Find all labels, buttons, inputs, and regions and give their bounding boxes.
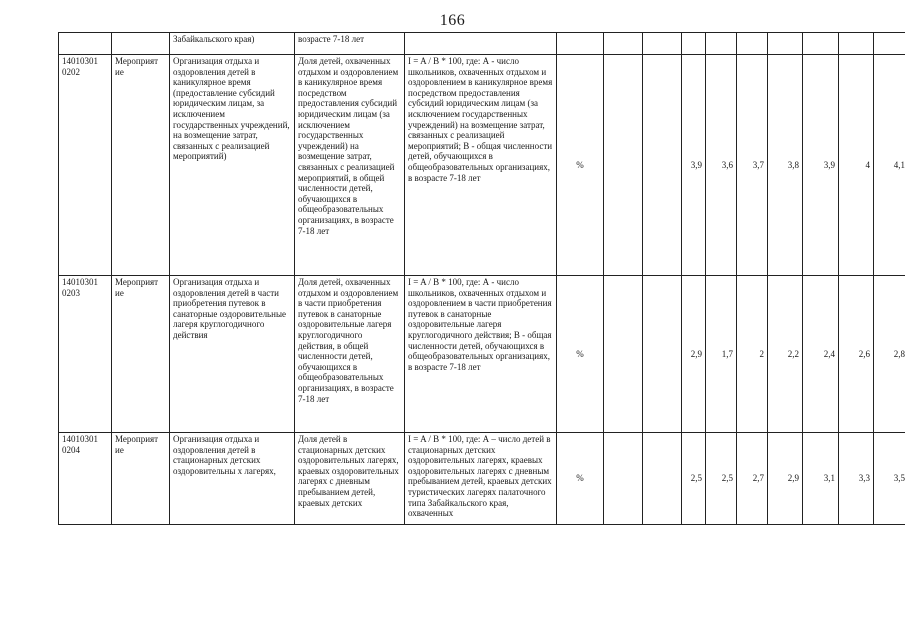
indicator-cell: Доля детей, охваченных отдыхом и оздоровлением в каникулярное время посредством предоставления субсидий юридическим лицам (за исключением государственных учреждений) на возмещение затрат, связанных с реализацией мероприятий, в общей численности детей, обучающихся в общеобразовательных организациях, в возрасте 7-18 лет	[295, 55, 405, 276]
type-cell: Мероприят ие	[112, 55, 170, 276]
indicators-table	[58, 32, 905, 525]
type-cell: Мероприят ие	[112, 276, 170, 433]
value-cell	[839, 33, 874, 55]
name-cell: Организация отдыха и оздоровления детей в каникулярное время (предоставление субсидий юридическим лицам, за исключением государственных учреждений, на возмещение затрат, связанных с реализацией мероприятий)	[170, 55, 295, 276]
value-cell	[643, 55, 682, 276]
value-cell: 3,9	[803, 55, 839, 276]
unit-cell: %	[557, 55, 604, 276]
value-cell	[604, 33, 643, 55]
value-cell	[803, 33, 839, 55]
value-cell: 3,9	[682, 55, 706, 276]
value-cell	[706, 33, 737, 55]
value-cell	[643, 276, 682, 433]
value-cell: 3,5	[874, 433, 905, 525]
value-cell	[737, 33, 768, 55]
formula-cell	[405, 33, 557, 55]
page-number: 166	[439, 12, 466, 29]
value-cell	[682, 33, 706, 55]
table-row	[59, 55, 905, 276]
value-cell: 2	[737, 276, 768, 433]
value-cell: 2,4	[803, 276, 839, 433]
formula-cell: I = A / B * 100, где: А - число школьников, охваченных отдыхом и оздоровлением в части приобретения путевок в санаторные оздоровительные лагеря круглогодичного действия; В - общая численности детей, обучающихся в общеобразовательных организациях, в возрасте 7-18 лет	[405, 276, 557, 433]
indicator-cell: Доля детей в стационарных детских оздоровительных лагерях, краевых оздоровительных лагерях с дневным пребыванием детей, краевых детских	[295, 433, 405, 525]
formula-cell: I = A / B * 100, где: А – число детей в стационарных детских оздоровительных лагерях, краевых оздоровительных лагерях с дневным пребыванием детей, краевых детских туристических лагерях палаточного типа Забайкальского края, охваченных	[405, 433, 557, 525]
value-cell: 3,7	[737, 55, 768, 276]
value-cell: 3,1	[803, 433, 839, 525]
value-cell	[643, 433, 682, 525]
indicator-cell: Доля детей, охваченных отдыхом и оздоровлением в части приобретения путевок в санаторные оздоровительные лагеря круглогодичного действия, в общей численности детей, обучающихся в общеобразовательных организациях, в возрасте 7-18 лет	[295, 276, 405, 433]
code-cell	[59, 33, 112, 55]
value-cell: 2,5	[706, 433, 737, 525]
type-cell	[112, 33, 170, 55]
value-cell: 2,2	[768, 276, 803, 433]
formula-cell: I = A / B * 100, где: А - число школьников, охваченных отдыхом и оздоровлением в каникулярное время посредством предоставления субсидий юридическим лицам (за исключением государственных учреждений) на возмещение затрат, связанных с реализацией мероприятий; В - общая численности детей, обучающихся в общеобразовательных организациях, в возрасте 7-18 лет	[405, 55, 557, 276]
table-row	[59, 33, 905, 55]
value-cell: 3,3	[839, 433, 874, 525]
table-row	[59, 276, 905, 433]
value-cell: 2,9	[682, 276, 706, 433]
value-cell: 3,6	[706, 55, 737, 276]
value-cell: 2,5	[682, 433, 706, 525]
value-cell	[643, 33, 682, 55]
value-cell: 1,7	[706, 276, 737, 433]
name-cell: Организация отдыха и оздоровления детей в стационарных детских оздоровительны х лагерях,	[170, 433, 295, 525]
unit-cell	[557, 33, 604, 55]
name-cell: Организация отдыха и оздоровления детей в части приобретения путевок в санаторные оздоровительные лагеря круглогодичного действия	[170, 276, 295, 433]
value-cell	[768, 33, 803, 55]
table-row	[59, 433, 905, 525]
value-cell: 2,7	[737, 433, 768, 525]
value-cell: 2,8	[874, 276, 905, 433]
value-cell	[604, 433, 643, 525]
code-cell: 14010301 0203	[59, 276, 112, 433]
value-cell	[604, 55, 643, 276]
value-cell: 2,6	[839, 276, 874, 433]
value-cell	[874, 33, 905, 55]
name-cell: Забайкальского края)	[170, 33, 295, 55]
value-cell: 2,9	[768, 433, 803, 525]
value-cell: 4,1	[874, 55, 905, 276]
type-cell: Мероприят ие	[112, 433, 170, 525]
value-cell: 3,8	[768, 55, 803, 276]
unit-cell: %	[557, 276, 604, 433]
code-cell: 14010301 0204	[59, 433, 112, 525]
value-cell	[604, 276, 643, 433]
value-cell: 4	[839, 55, 874, 276]
unit-cell: %	[557, 433, 604, 525]
code-cell: 14010301 0202	[59, 55, 112, 276]
indicator-cell: возрасте 7-18 лет	[295, 33, 405, 55]
